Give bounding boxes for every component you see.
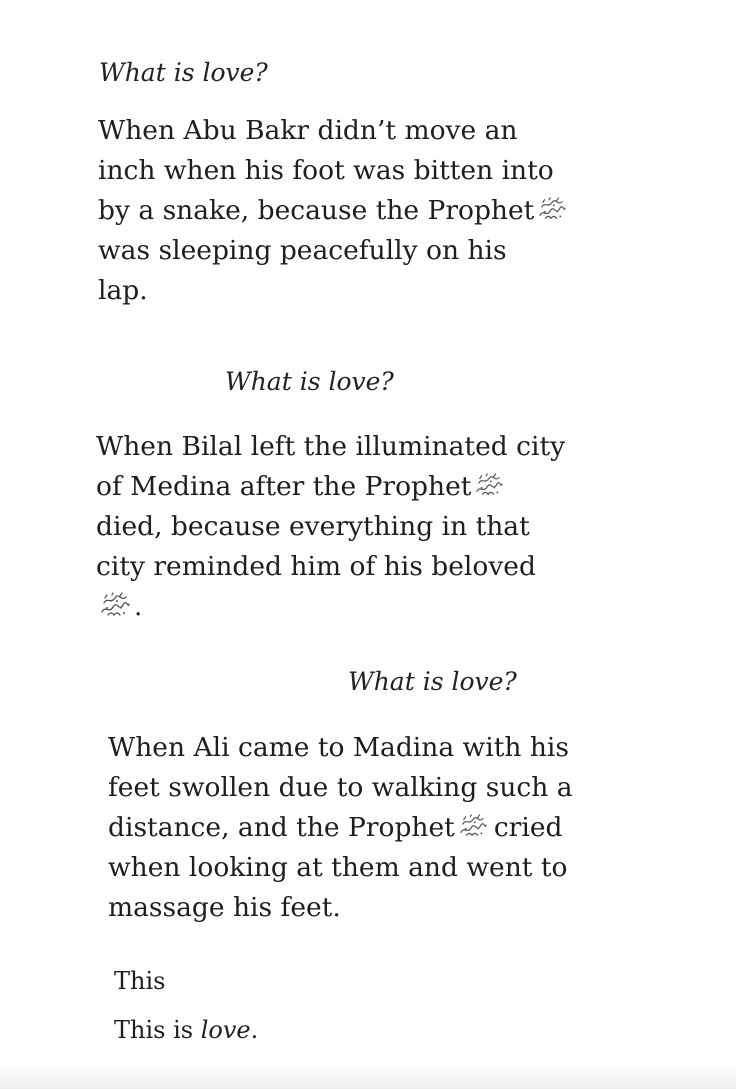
paragraph-line-text: . — [134, 591, 143, 622]
paragraph-line: When Abu Bakr didn’t move an — [98, 115, 518, 146]
paragraph-line-text: of Medina after the Prophet — [96, 471, 472, 502]
section-heading: What is love? — [225, 367, 394, 396]
paragraph-line-text: by a snake, because the Prophet — [98, 195, 535, 226]
paragraph-line — [96, 587, 565, 627]
salawat-calligraphy-icon — [537, 197, 567, 221]
salawat-calligraphy-icon — [96, 592, 134, 618]
paragraph-line — [108, 808, 573, 848]
paragraph-line: city reminded him of his beloved — [96, 551, 536, 582]
paragraph-line-text: distance, and the Prophet — [108, 812, 455, 843]
paragraph-line-text: cried — [493, 812, 563, 843]
closing-love-emphasis: love — [200, 1016, 251, 1044]
paragraph-line: When Bilal left the illuminated city — [96, 431, 566, 462]
paragraph-line: when looking at them and went to — [108, 852, 568, 883]
paragraph-line: massage his feet. — [108, 892, 341, 923]
section-heading: What is love? — [99, 58, 268, 87]
paragraph-line — [98, 191, 567, 231]
paragraph-line: died, because everything in that — [96, 511, 530, 542]
closing-line-2 — [114, 1015, 258, 1045]
paragraph-line: lap. — [98, 275, 148, 306]
paragraph-line: was sleeping peacefully on his — [98, 235, 507, 266]
section-paragraph — [98, 111, 567, 311]
paragraph-line: When Ali came to Madina with his — [108, 732, 569, 763]
salawat-calligraphy-icon — [474, 473, 504, 497]
salawat-calligraphy-icon — [458, 814, 488, 838]
section-paragraph — [96, 427, 565, 627]
closing-line-1: This — [114, 967, 166, 995]
paragraph-line — [96, 467, 565, 507]
paragraph-line: inch when his foot was bitten into — [98, 155, 554, 186]
section-heading: What is love? — [348, 667, 517, 696]
paragraph-line: feet swollen due to walking such a — [108, 772, 573, 803]
bottom-edge — [0, 1063, 736, 1089]
closing-suffix: . — [250, 1016, 259, 1044]
closing-prefix: This is — [114, 1016, 201, 1044]
section-paragraph — [108, 728, 573, 928]
